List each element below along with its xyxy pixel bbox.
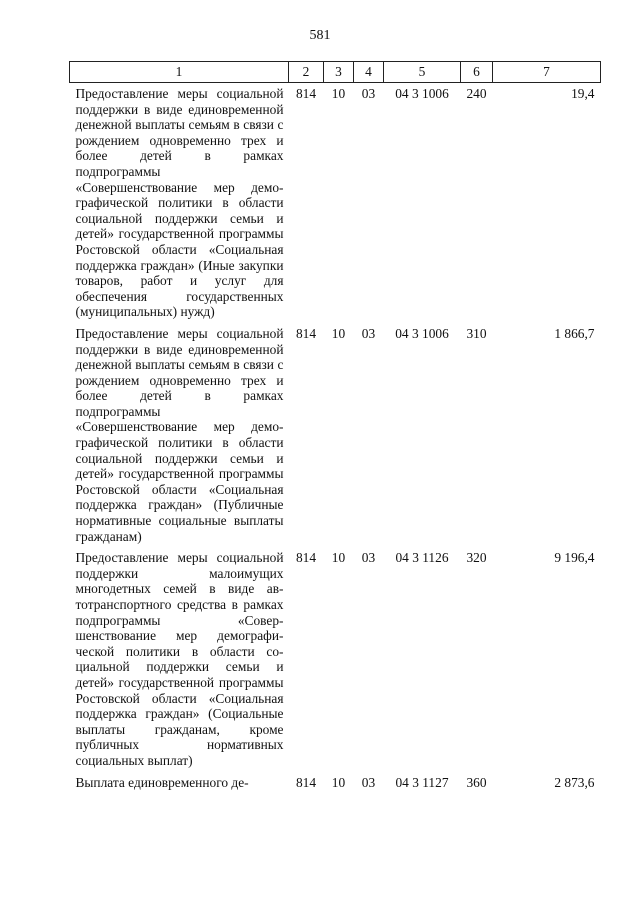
row-target-code: 04 3 1006 — [395, 86, 449, 101]
header-col-1: 1 — [70, 62, 289, 83]
row-amount: 1 866,7 — [554, 325, 595, 341]
row-section-code: 10 — [331, 774, 346, 790]
row-ministry-code: 814 — [295, 86, 317, 101]
table-header — [70, 62, 601, 83]
header-col-2: 2 — [289, 62, 324, 83]
header-col-5: 5 — [384, 62, 461, 83]
row-expense-type: 360 — [466, 774, 487, 790]
header-col-3: 3 — [324, 62, 354, 83]
row-target-code: 04 3 1127 — [395, 774, 449, 790]
row-section-code: 10 — [331, 86, 346, 101]
row-description: Выплата единовременного де- — [75, 774, 249, 790]
row-ministry-code: 814 — [295, 325, 317, 341]
row-section-code: 10 — [331, 325, 346, 341]
row-subsection-code: 03 — [361, 774, 376, 790]
row-description: Предоставление меры социальной поддержки в виде единовременной денежной выплаты семьям в связи с рождением одновременно трех и более детей в рамках подпрограммы «Совершенствование мер демографической политики в области социальной поддержки семьи и детей» государственной программы Ростовской области «Социальная поддержка граждан» (Иные закупки товаров, работ и услуг для обеспечения государственных (муниципальных) нужд) — [75, 86, 284, 320]
table-row — [70, 320, 601, 544]
header-row — [70, 62, 601, 83]
row-section-code: 10 — [331, 550, 346, 566]
header-col-6: 6 — [461, 62, 493, 83]
row-expense-type: 310 — [466, 325, 487, 341]
row-subsection-code: 03 — [361, 325, 376, 341]
row-subsection-code: 03 — [361, 550, 376, 566]
row-target-code: 04 3 1126 — [395, 550, 449, 566]
row-amount: 9 196,4 — [554, 550, 595, 566]
budget-table — [69, 61, 601, 790]
table-row — [70, 769, 601, 791]
row-amount: 2 873,6 — [554, 774, 595, 790]
row-expense-type: 320 — [466, 550, 487, 566]
row-ministry-code: 814 — [295, 550, 317, 566]
row-subsection-code: 03 — [361, 86, 376, 101]
row-amount: 19,4 — [571, 86, 595, 101]
header-col-7: 7 — [493, 62, 601, 83]
row-description: Предоставление меры социальной поддержки малоимущих многодетных семей в виде автотранспортного средства в рамках подпрограммы «Совершенствование мер демографической политики в области социальной поддержки семьи и детей» государственной программы Ростовской области «Социальная поддержка граждан» (Социальные выплаты гражданам, кроме публичных нормативных социальных выплат) — [75, 550, 284, 768]
row-target-code: 04 3 1006 — [395, 325, 449, 341]
row-expense-type: 240 — [466, 86, 487, 101]
row-ministry-code: 814 — [295, 774, 317, 790]
table-body — [70, 83, 601, 791]
table-row — [70, 544, 601, 768]
header-col-4: 4 — [354, 62, 384, 83]
table-row — [70, 83, 601, 320]
row-description: Предоставление меры социальной поддержки в виде единовременной денежной выплаты семьям в связи с рождением одновременно трех и более детей в рамках подпрограммы «Совершенствование мер демографической политики в области социальной поддержки семьи и детей» государственной программы Ростовской области «Социальная поддержка граждан» (Публичные нормативные социальные выплаты гражданам) — [75, 325, 284, 544]
page-number: 581 — [309, 28, 331, 43]
